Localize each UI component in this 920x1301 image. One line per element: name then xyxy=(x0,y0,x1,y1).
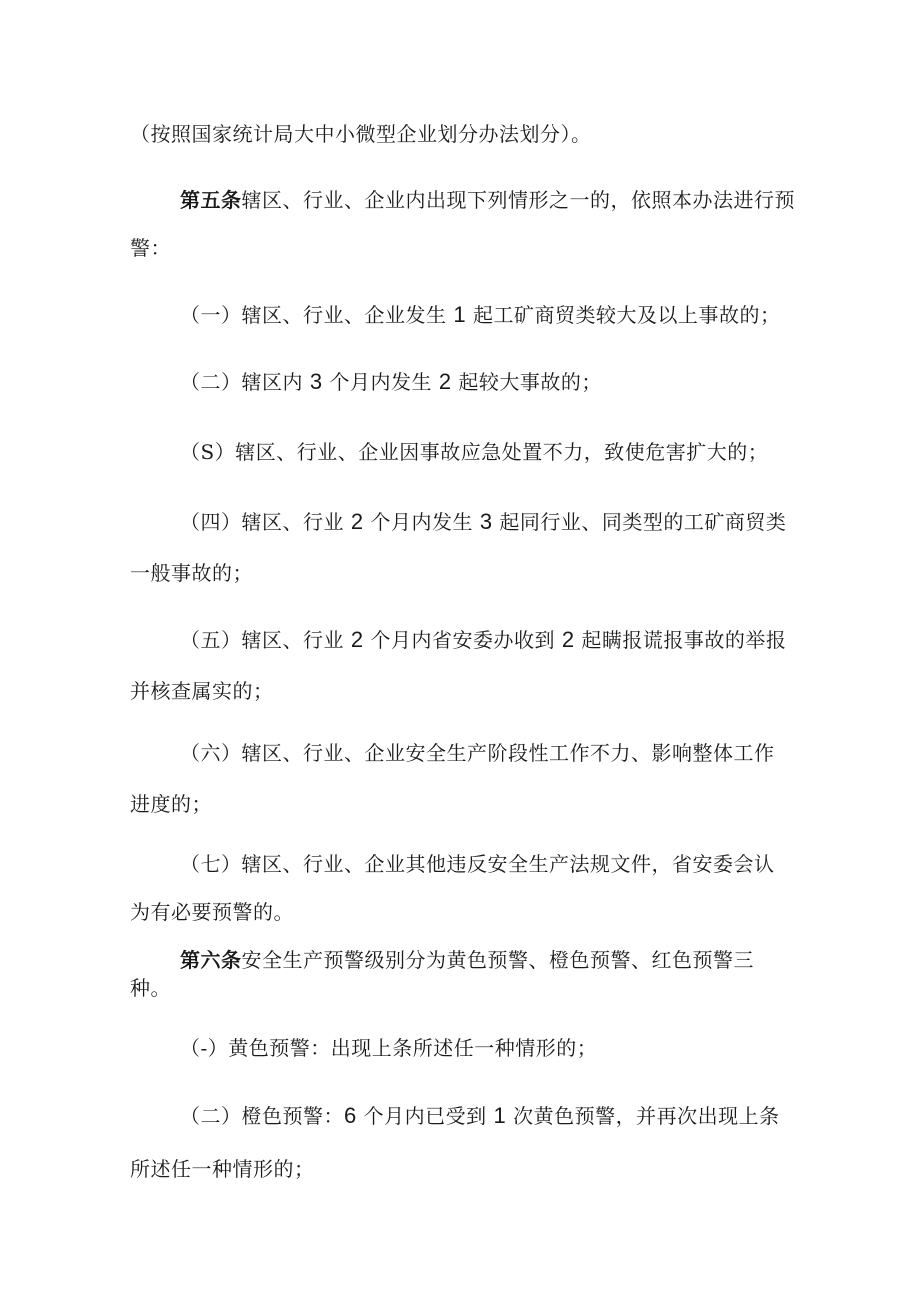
item5-5-cont: 并核查属实的； xyxy=(130,679,274,703)
item5-7-cont: 为有必要预警的。 xyxy=(130,900,294,924)
article-6-line-1 xyxy=(180,948,754,972)
item-text: 个月内省安委办收到 xyxy=(363,628,562,652)
item5-1 xyxy=(180,303,780,327)
item-text: 起较大事故的； xyxy=(451,370,602,394)
article-5-line-2: 警： xyxy=(130,236,171,260)
item-text: （一）辖区、行业、企业发生 xyxy=(180,303,454,327)
item-text: （五）辖区、行业 xyxy=(180,628,351,652)
item-text: 次黄色预警，并再次出现上条 xyxy=(506,1104,780,1128)
article-6-heading: 第六条 xyxy=(180,948,242,972)
item5-6: （六）辖区、行业、企业安全生产阶段性工作不力、影响整体工作 xyxy=(180,741,775,765)
item-text: 起工矿商贸类较大及以上事故的； xyxy=(466,303,781,327)
item-number: 3 xyxy=(309,369,323,394)
item-text: 个月内发生 xyxy=(363,510,480,534)
item-number: 2 xyxy=(350,509,364,534)
article-6-line-2: 种。 xyxy=(130,976,171,1000)
item-text: 个月内已受到 xyxy=(356,1104,494,1128)
item-number: 2 xyxy=(438,369,452,394)
item5-2 xyxy=(180,370,602,394)
intro-line: （按照国家统计局大中小微型企业划分办法划分）。 xyxy=(130,122,592,146)
item-number: 1 xyxy=(453,302,467,327)
article-6-text: 安全生产预警级别分为黄色预警、橙色预警、红色预警三 xyxy=(241,948,754,972)
article-5-line-1 xyxy=(180,188,795,212)
item-text: （四）辖区、行业 xyxy=(180,510,351,534)
item6-2-cont: 所述任一种情形的； xyxy=(130,1157,315,1181)
item-number: 6 xyxy=(344,1103,357,1128)
item-text: （二）辖区内 xyxy=(180,370,310,394)
item-number: 2 xyxy=(561,627,575,652)
item-text: 个月内发生 xyxy=(322,370,439,394)
item-text: 起同行业、同类型的工矿商贸类 xyxy=(492,510,787,534)
item6-1: （-）黄色预警：出现上条所述任一种情形的； xyxy=(180,1036,598,1060)
article-5-heading: 第五条 xyxy=(180,188,242,212)
item-number: 1 xyxy=(493,1103,507,1128)
item-number: 3 xyxy=(479,509,493,534)
item-text: （二）橙色预警： xyxy=(180,1104,344,1128)
item5-5 xyxy=(180,628,786,652)
article-5-text: 辖区、行业、企业内出现下列情形之一的，依照本办法进行预 xyxy=(241,188,795,212)
item5-4 xyxy=(180,510,786,534)
item5-4-cont: 一般事故的； xyxy=(130,561,253,585)
item5-7: （七）辖区、行业、企业其他违反安全生产法规文件，省安委会认 xyxy=(180,852,775,876)
item-text: 起瞒报谎报事故的举报 xyxy=(574,628,787,652)
item6-2 xyxy=(180,1104,780,1128)
item5-6-cont: 进度的； xyxy=(130,792,212,816)
item5-3: （S）辖区、行业、企业因事故应急处置不力，致使危害扩大的； xyxy=(180,440,769,464)
item-number: 2 xyxy=(350,627,364,652)
